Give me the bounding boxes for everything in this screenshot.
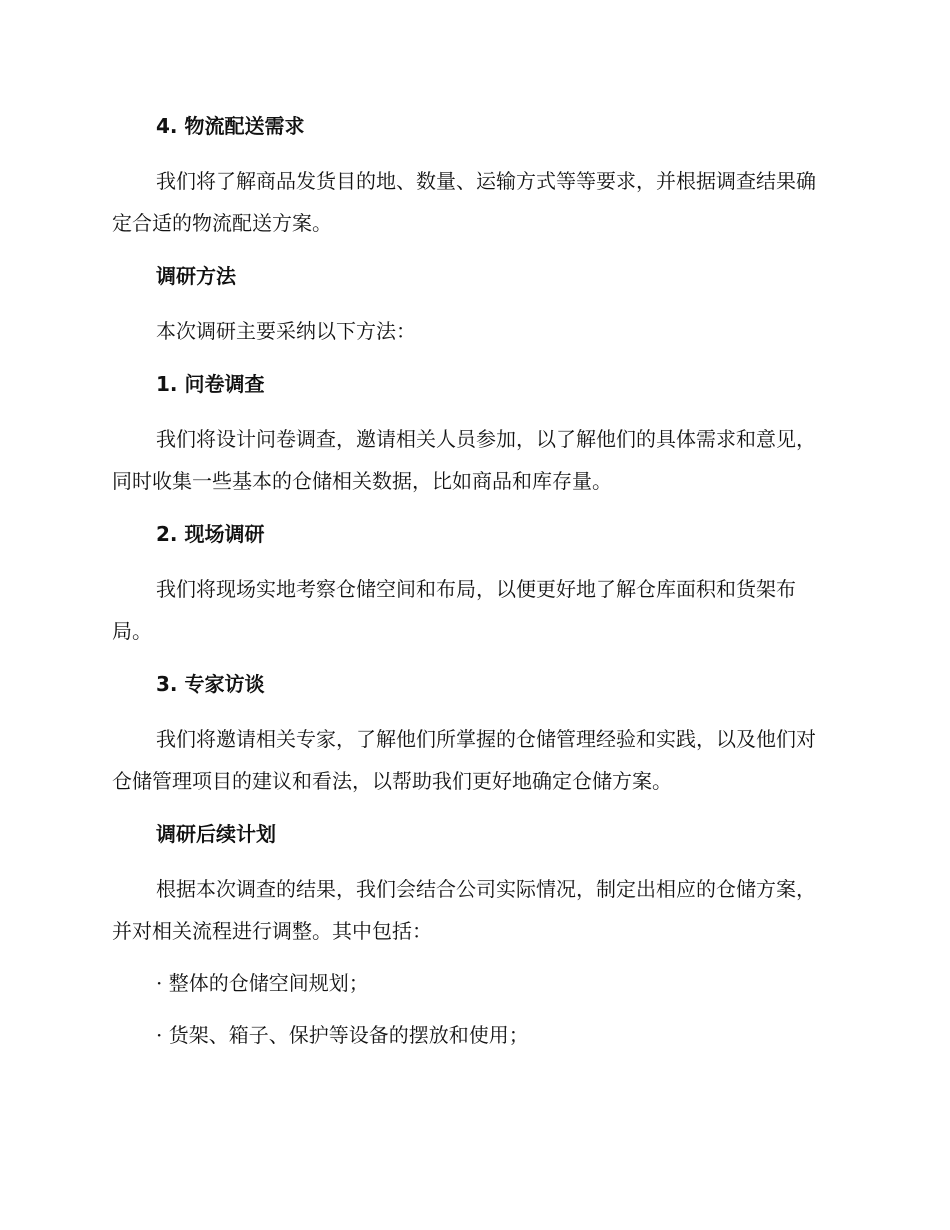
spacer xyxy=(112,856,832,868)
spacer xyxy=(112,652,832,662)
spacer xyxy=(112,706,832,718)
spacer xyxy=(112,556,832,568)
spacer xyxy=(112,148,832,160)
spacer xyxy=(112,1004,832,1014)
heading-methods: 调研方法 xyxy=(156,264,236,288)
spacer xyxy=(112,244,832,254)
heading-logistics: 4. 物流配送需求 xyxy=(156,114,305,138)
spacer xyxy=(112,952,832,962)
paragraph-field-research: 我们将现场实地考察仓储空间和布局，以便更好地了解仓库面积和货架布局。 xyxy=(112,577,796,643)
spacer xyxy=(112,352,832,362)
list-item: · 整体的仓储空间规划； xyxy=(156,971,369,995)
paragraph-followup-plan: 根据本次调查的结果，我们会结合公司实际情况，制定出相应的仓储方案，并对相关流程进行调整。其中包括： xyxy=(112,877,816,943)
heading-followup-plan: 调研后续计划 xyxy=(156,822,276,846)
spacer xyxy=(112,802,832,812)
document-body xyxy=(112,104,832,1056)
paragraph-logistics: 我们将了解商品发货目的地、数量、运输方式等等要求，并根据调查结果确定合适的物流配送方案。 xyxy=(112,169,816,235)
heading-expert-interview: 3. 专家访谈 xyxy=(156,672,265,696)
heading-field-research: 2. 现场调研 xyxy=(156,522,265,546)
heading-questionnaire: 1. 问卷调查 xyxy=(156,372,265,396)
paragraph-questionnaire: 我们将设计问卷调查，邀请相关人员参加，以了解他们的具体需求和意见，同时收集一些基本的仓储相关数据，比如商品和库存量。 xyxy=(112,427,816,493)
paragraph-expert-interview: 我们将邀请相关专家，了解他们所掌握的仓储管理经验和实践，以及他们对仓储管理项目的建议和看法，以帮助我们更好地确定仓储方案。 xyxy=(112,727,816,793)
spacer xyxy=(112,298,832,310)
list-item: · 货架、箱子、保护等设备的摆放和使用； xyxy=(156,1023,529,1047)
spacer xyxy=(112,406,832,418)
paragraph-methods: 本次调研主要采纳以下方法： xyxy=(156,319,416,343)
spacer xyxy=(112,502,832,512)
